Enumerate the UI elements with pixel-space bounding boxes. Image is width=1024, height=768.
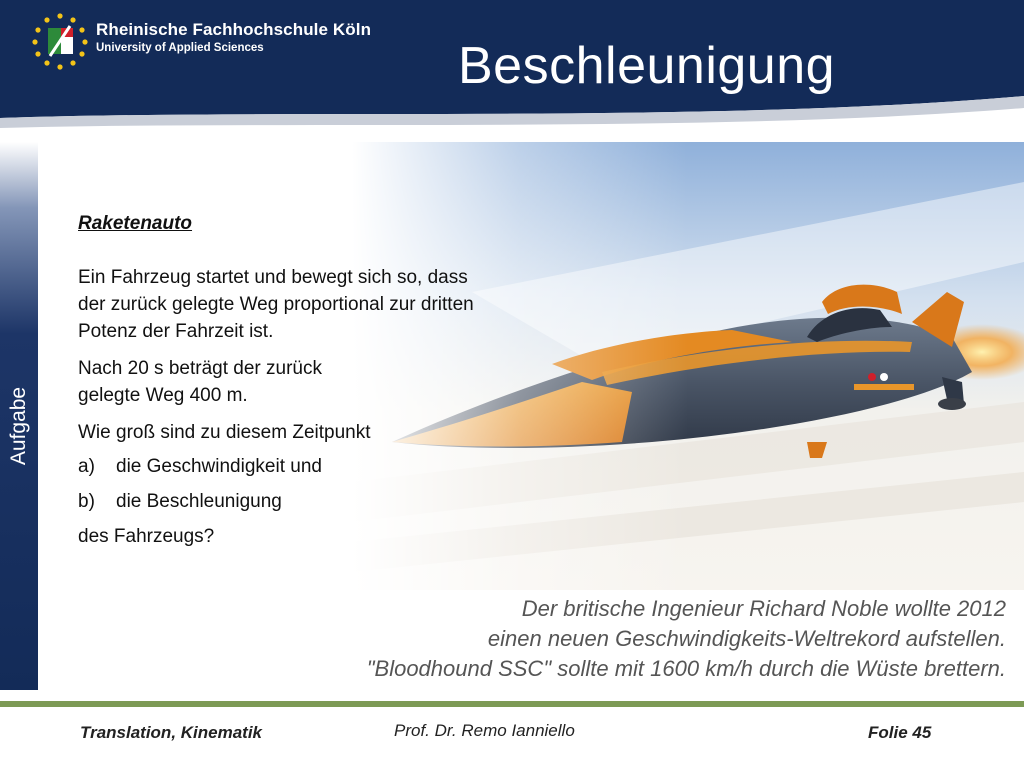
slide-title: Beschleunigung — [458, 37, 836, 95]
sidebar-label: Aufgabe — [7, 386, 30, 466]
footer-course: Translation, Kinematik — [80, 723, 263, 742]
footer-slide-number: Folie 45 — [868, 723, 932, 742]
task-paragraph-1-line: Potenz der Fahrzeit ist. — [78, 321, 274, 342]
university-name: Rheinische Fachhochschule Köln — [96, 20, 372, 39]
task-item-a-text: die Geschwindigkeit und — [116, 456, 322, 477]
caption-line: einen neuen Geschwindigkeits-Weltrekord aufstellen. — [487, 626, 1006, 651]
footer-divider — [0, 701, 1024, 707]
caption-line: "Bloodhound SSC" sollte mit 1600 km/h durch die Wüste brettern. — [366, 656, 1006, 681]
rocket-car-photo — [352, 142, 1024, 590]
task-paragraph-2-line: gelegte Weg 400 m. — [78, 385, 248, 406]
university-subtitle: University of Applied Sciences — [96, 42, 264, 54]
task-question: Wie groß sind zu diesem Zeitpunkt — [78, 422, 371, 443]
university-logo-icon — [30, 12, 90, 70]
task-paragraph-2-line: Nach 20 s beträgt der zurück — [78, 358, 322, 379]
task-item-b-text: die Beschleunigung — [116, 491, 282, 512]
task-paragraph-1-line: Ein Fahrzeug startet und bewegt sich so, dass — [78, 267, 468, 288]
sidebar-label-wrapper — [0, 142, 38, 690]
task-heading: Raketenauto — [78, 213, 193, 234]
footer-author: Prof. Dr. Remo Ianniello — [394, 721, 575, 740]
task-item-a-marker: a) — [78, 456, 95, 477]
caption-line: Der britische Ingenieur Richard Noble wollte 2012 — [521, 596, 1006, 621]
task-closing: des Fahrzeugs? — [78, 526, 215, 547]
task-paragraph-1-line: der zurück gelegte Weg proportional zur dritten — [78, 294, 474, 315]
task-item-b-marker: b) — [78, 491, 95, 512]
